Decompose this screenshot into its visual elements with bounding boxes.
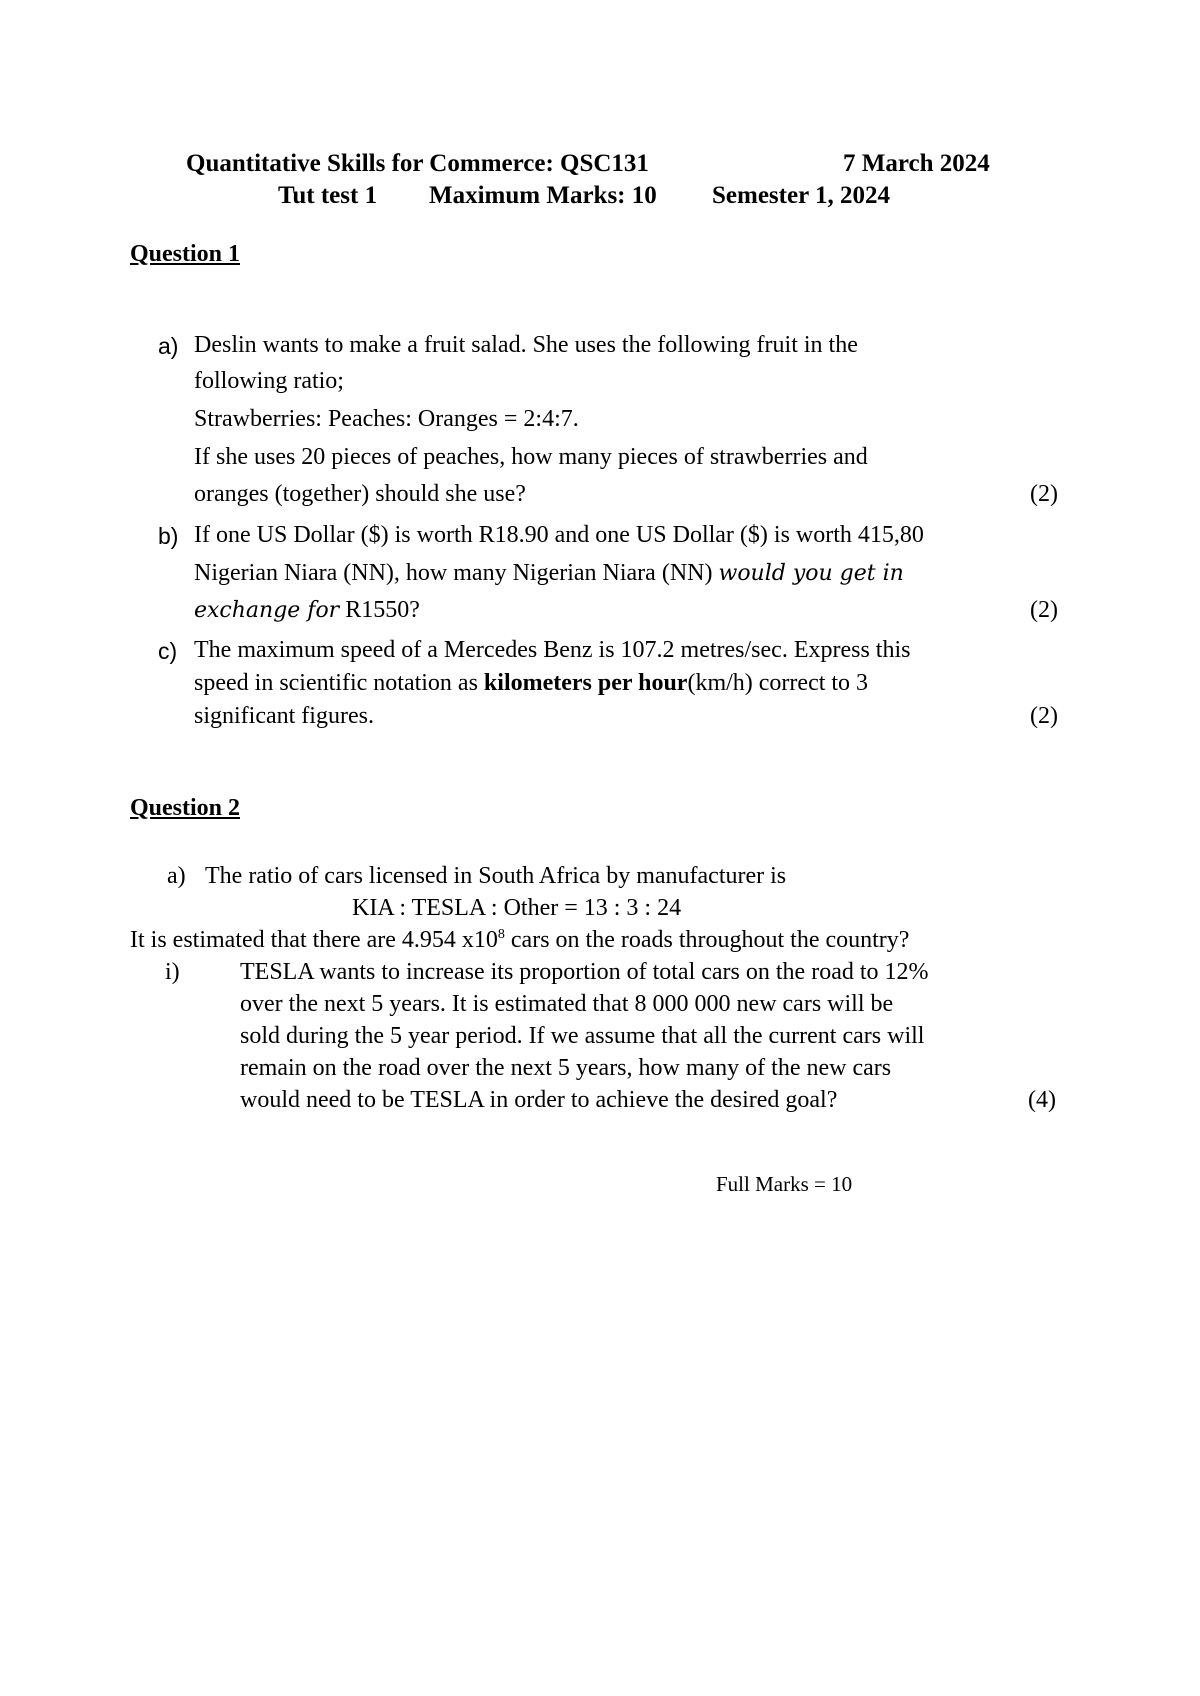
q1a-line-3: Strawberries: Peaches: Oranges = 2:4:7.	[194, 406, 579, 432]
q1c-line-3: significant figures.	[194, 703, 374, 729]
q1b-line-2-italic: would you get in	[718, 561, 904, 586]
max-marks: Maximum Marks: 10	[429, 182, 657, 209]
q1c-line-2	[194, 668, 868, 698]
q1c-label: c)	[158, 638, 178, 664]
q2a-ratio: KIA : TESLA : Other = 13 : 3 : 24	[352, 895, 682, 921]
q2ai-label: i)	[165, 959, 180, 985]
q1c-line-2-bold: kilometers per hour	[483, 670, 688, 696]
q1b-marks: (2)	[1030, 597, 1058, 623]
full-marks: Full Marks = 10	[716, 1172, 853, 1196]
test-name: Tut test 1	[278, 182, 378, 209]
q1b-line-3-text: R1550?	[339, 597, 420, 623]
q2ai-marks: (4)	[1028, 1087, 1056, 1113]
q2ai-line-3: sold during the 5 year period. If we assume that all the current cars will	[240, 1023, 925, 1049]
q2a-estimate	[130, 925, 909, 955]
q1b-line-3-italic: exchange for	[194, 598, 340, 623]
q2ai-line-2: over the next 5 years. It is estimated that 8 000 000 new cars will be	[240, 991, 894, 1017]
q1c-marks: (2)	[1030, 703, 1058, 729]
q2a-estimate-post: cars on the roads throughout the country?	[504, 927, 910, 953]
q1a-line-2: following ratio;	[194, 368, 344, 394]
q1c-line-1: The maximum speed of a Mercedes Benz is 107.2 metres/sec. Express this	[194, 637, 911, 663]
q1a-marks: (2)	[1030, 481, 1058, 507]
q2a-estimate-exponent: 8	[497, 927, 505, 942]
q2ai-line-1: TESLA wants to increase its proportion of total cars on the road to 12%	[240, 959, 929, 985]
q1a-line-1: Deslin wants to make a fruit salad. She uses the following fruit in the	[194, 332, 858, 358]
q1b-line-1: If one US Dollar ($) is worth R18.90 and one US Dollar ($) is worth 415,80	[194, 522, 924, 548]
q1c-line-2-post: (km/h) correct to 3	[687, 670, 869, 696]
q1b-line-3	[194, 595, 420, 626]
course-title: Quantitative Skills for Commerce: QSC131	[186, 150, 649, 177]
question-1-heading: Question 1	[130, 241, 241, 267]
q1a-label: a)	[158, 333, 179, 359]
q1b-line-2	[194, 558, 904, 589]
q1b-label: b)	[158, 523, 179, 549]
q1b-line-2-text: Nigerian Niara (NN), how many Nigerian Niara (NN)	[194, 560, 719, 586]
question-2-heading: Question 2	[130, 795, 241, 821]
semester: Semester 1, 2024	[712, 182, 890, 209]
q1c-line-2-pre: speed in scientific notation as	[194, 670, 484, 696]
q2a-label: a)	[167, 863, 186, 889]
q2ai-line-5: would need to be TESLA in order to achieve the desired goal?	[240, 1087, 838, 1113]
q2a-estimate-pre: It is estimated that there are 4.954 x10	[130, 927, 498, 953]
test-date: 7 March 2024	[843, 150, 990, 177]
q1a-line-5: oranges (together) should she use?	[194, 481, 526, 507]
q1a-line-4: If she uses 20 pieces of peaches, how many pieces of strawberries and	[194, 444, 868, 470]
q2ai-line-4: remain on the road over the next 5 years, how many of the new cars	[240, 1055, 892, 1081]
q2a-line-1: The ratio of cars licensed in South Africa by manufacturer is	[205, 863, 787, 889]
